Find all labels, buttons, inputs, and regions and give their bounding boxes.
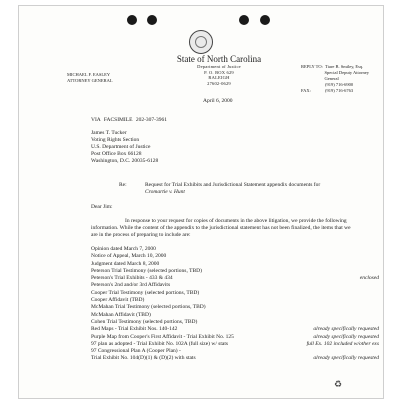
recipient-address <box>91 130 158 165</box>
list-item <box>91 355 381 362</box>
list-item-note: full Ex. 102 included w/other exs <box>306 340 379 347</box>
list-item-text: Judgment dated March 8, 2000 <box>91 260 160 267</box>
state-seal-icon <box>189 30 213 54</box>
list-item-text: Cooper Trial Testimony (selected portions, TBD) <box>91 289 200 296</box>
punch-hole <box>147 15 157 25</box>
list-item-text: 97 Congressional Plan A (Cooper Plan) - <box>91 348 181 355</box>
document-list <box>91 246 381 363</box>
recycle-icon: ♻ <box>334 379 343 389</box>
via-facsimile-line: VIA FACSIMILE 202-307-3961 <box>91 117 168 123</box>
punch-hole <box>260 15 270 25</box>
list-item <box>91 253 381 260</box>
list-item <box>91 282 381 289</box>
list-item <box>91 334 381 341</box>
letter-page <box>18 5 384 399</box>
list-item-text: Opinion dated March 7, 2000 <box>91 246 156 252</box>
attorney-title: ATTORNEY GENERAL <box>67 78 113 83</box>
list-item-text: Purple Map from Cooper's First Affidavit - Trial Exhibit No. 125 <box>91 333 234 340</box>
list-item-text: Trial Exhibit No. 104(D)(1) & (D)(2) with stats <box>91 355 196 362</box>
zip: 27602-0629 <box>207 80 231 86</box>
list-item-text: McMahan Affidavit (TBD) <box>91 311 151 318</box>
list-item-text: Peterson's 2nd and/or 3rd Affidavits <box>91 282 171 289</box>
body-paragraph: In response to your request for copies of documents in the above litigation, we provide the following information. While the content of the appendix to the jurisdictional statement has not been finalized, the items that we are in the process of preparing to include are: <box>91 218 351 238</box>
city: RALEIGH <box>208 75 230 80</box>
list-item <box>91 304 381 311</box>
list-item-text: Cohen Trial Testimony (selected portions, TBD) <box>91 318 198 325</box>
list-item-note: already specifically requested <box>313 333 379 340</box>
list-item <box>91 261 381 268</box>
recipient-line: U.S. Department of Justice <box>91 144 151 150</box>
letter-date: April 6, 2000 <box>203 98 233 104</box>
reply-row: REPLY TO: Tiare B. Smiley, Esq. <box>301 64 364 69</box>
case-name: Cromartie v. Hunt <box>145 189 185 195</box>
po-box: P. O. BOX 629 <box>204 69 234 75</box>
list-item-text: Peterson's Trial Exhibits - 433 & 434 <box>91 275 173 282</box>
list-item <box>91 326 381 333</box>
salutation: Dear Jim: <box>91 204 113 210</box>
list-item-note: enclosed <box>359 275 379 282</box>
list-item-text: Cooper Affidavit (TBD) <box>91 297 145 304</box>
recipient-line: James T. Tucker <box>91 130 127 136</box>
punch-hole <box>239 15 249 25</box>
re-text: Request for Trial Exhibits and Jurisdictional Statement appendix documents for <box>145 182 321 188</box>
list-item-text: Red Maps - Trial Exhibit Nos. 140-142 <box>91 326 178 333</box>
letterhead-center <box>149 54 289 86</box>
attorney-block <box>67 72 113 84</box>
list-item-note: already specifically requested <box>313 355 379 362</box>
list-item <box>91 268 381 275</box>
list-item-note: already specifically requested <box>313 326 379 333</box>
list-item-text: McMahan Trial Testimony (selected portions, TBD) <box>91 304 206 311</box>
reply-row: Special Deputy Attorney General <box>324 70 369 81</box>
punch-hole <box>127 15 137 25</box>
recipient-line: Voting Rights Section <box>91 137 140 143</box>
recipient-line: Post Office Box 66128 <box>91 151 142 157</box>
list-item-text: Notice of Appeal, March 10, 2000 <box>91 253 167 260</box>
list-item <box>91 290 381 297</box>
attorney-name: MICHAEL F. EASLEY <box>67 72 111 77</box>
reply-row: FAX: (919) 716-6763 <box>301 88 354 93</box>
list-item-text: 97 plan as adopted - Trial Exhibit No. 102A (full size) w/ stats <box>91 340 229 347</box>
list-item-text: Peterson Trial Testimony (selected portions, TBD) <box>91 267 202 274</box>
department-name: Department of Justice <box>197 64 241 69</box>
reply-block <box>301 64 383 94</box>
state-name: State of North Carolina <box>176 54 262 64</box>
list-item <box>91 312 381 319</box>
re-label: Re: <box>119 182 127 188</box>
reply-row: (919) 716-6900 <box>325 82 354 87</box>
recipient-line: Washington, D.C. 20035-6128 <box>91 158 159 164</box>
